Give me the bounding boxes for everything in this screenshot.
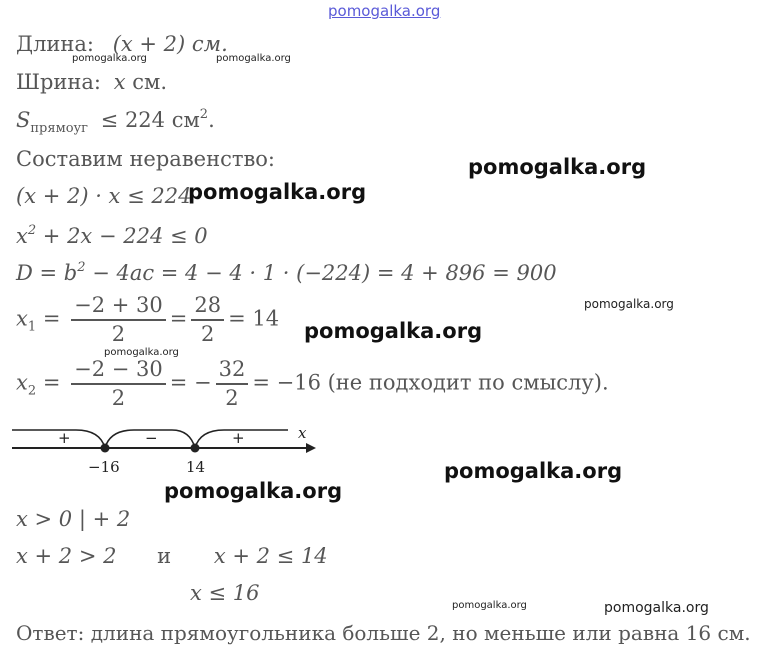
area-symbol: S (16, 108, 31, 132)
width-label: Шрина: (16, 70, 101, 94)
watermark-1: pomogalka.org (72, 53, 147, 64)
point-minus-16 (101, 444, 110, 453)
x2-equals-2: = − (169, 370, 212, 395)
area-relation: ≤ 224 см (100, 108, 200, 132)
watermark-3: pomogalka.org (468, 155, 647, 179)
number-line (10, 418, 320, 480)
system-left: x + 2 > 2 (16, 544, 117, 568)
x2-numerator-2: 32 (216, 358, 249, 385)
ineq2-rest: + 2x − 224 ≤ 0 (36, 224, 208, 248)
x2-variable: x (16, 370, 28, 395)
x2-subscript: 2 (27, 383, 37, 399)
system-result: x ≤ 16 (190, 581, 260, 605)
number-line-arrow (306, 443, 316, 453)
length-expression: (x + 2) см. (112, 32, 228, 56)
x2-fraction-2 (216, 358, 249, 410)
x1-numerator-2: 28 (191, 294, 224, 321)
x2-denominator-2: 2 (225, 386, 239, 411)
watermark-6: pomogalka.org (304, 319, 483, 343)
watermark-9: pomogalka.org (164, 479, 343, 503)
x1-subscript: 1 (27, 319, 37, 335)
disc-power: 2 (77, 260, 86, 275)
x1-result: = 14 (228, 306, 280, 331)
root-x1-line (16, 294, 279, 346)
answer-line: Ответ: длина прямоугольника больше 2, но меньше или равна 16 см. (16, 621, 751, 645)
point-14 (191, 444, 200, 453)
disc-start: D = b (16, 261, 78, 285)
point-label-minus-16: −16 (88, 458, 120, 476)
compose-line: Составим неравенство: (16, 147, 275, 171)
ineq2-power: 2 (27, 223, 37, 238)
discriminant-line (16, 261, 557, 284)
ineq2-x: x (16, 224, 28, 248)
area-end: . (208, 108, 215, 132)
width-unit: см. (132, 70, 167, 94)
sign-right: + (232, 429, 245, 447)
watermark-top[interactable]: pomogalka.org (328, 2, 441, 20)
number-line-axis-label: x (298, 424, 307, 442)
system-and: и (157, 544, 172, 568)
x2-denominator: 2 (111, 386, 126, 411)
length-line (16, 34, 228, 55)
x1-denominator: 2 (111, 322, 126, 347)
sign-middle: − (145, 429, 158, 447)
x1-variable: x (16, 306, 28, 331)
x1-equals: = (42, 306, 61, 331)
width-line (16, 72, 167, 93)
x2-result: = −16 (не подходит по смыслу). (252, 370, 609, 395)
system-line (16, 546, 328, 567)
point-label-14: 14 (186, 458, 206, 476)
width-variable: x (113, 70, 126, 94)
area-line (16, 108, 215, 135)
x2-fraction (71, 358, 166, 410)
watermark-2: pomogalka.org (216, 53, 291, 64)
area-subscript: прямоуг (30, 121, 88, 136)
x1-fraction-2 (191, 294, 224, 346)
x1-numerator: −2 + 30 (71, 294, 166, 321)
root-x2-line (16, 358, 609, 410)
x1-equals-2: = (169, 306, 188, 331)
system-right: x + 2 ≤ 14 (213, 544, 328, 568)
watermark-5: pomogalka.org (584, 297, 674, 311)
condition-line: x > 0 | + 2 (16, 507, 131, 531)
x1-fraction (71, 294, 166, 346)
watermark-8: pomogalka.org (444, 459, 623, 483)
watermark-7: pomogalka.org (104, 347, 179, 358)
watermark-4: pomogalka.org (188, 180, 367, 204)
x2-numerator: −2 − 30 (71, 358, 166, 385)
watermark-11: pomogalka.org (604, 600, 709, 616)
sign-left: + (58, 429, 71, 447)
area-superscript: 2 (199, 107, 209, 122)
disc-rest: − 4ac = 4 − 4 · 1 · (−224) = 4 + 896 = 900 (85, 261, 557, 285)
x1-denominator-2: 2 (201, 322, 215, 347)
length-label: Длина: (16, 32, 95, 56)
inequality-1: (x + 2) · x ≤ 224 (16, 184, 192, 208)
watermark-10: pomogalka.org (452, 600, 527, 611)
inequality-2 (16, 224, 208, 247)
x2-equals: = (42, 370, 61, 395)
